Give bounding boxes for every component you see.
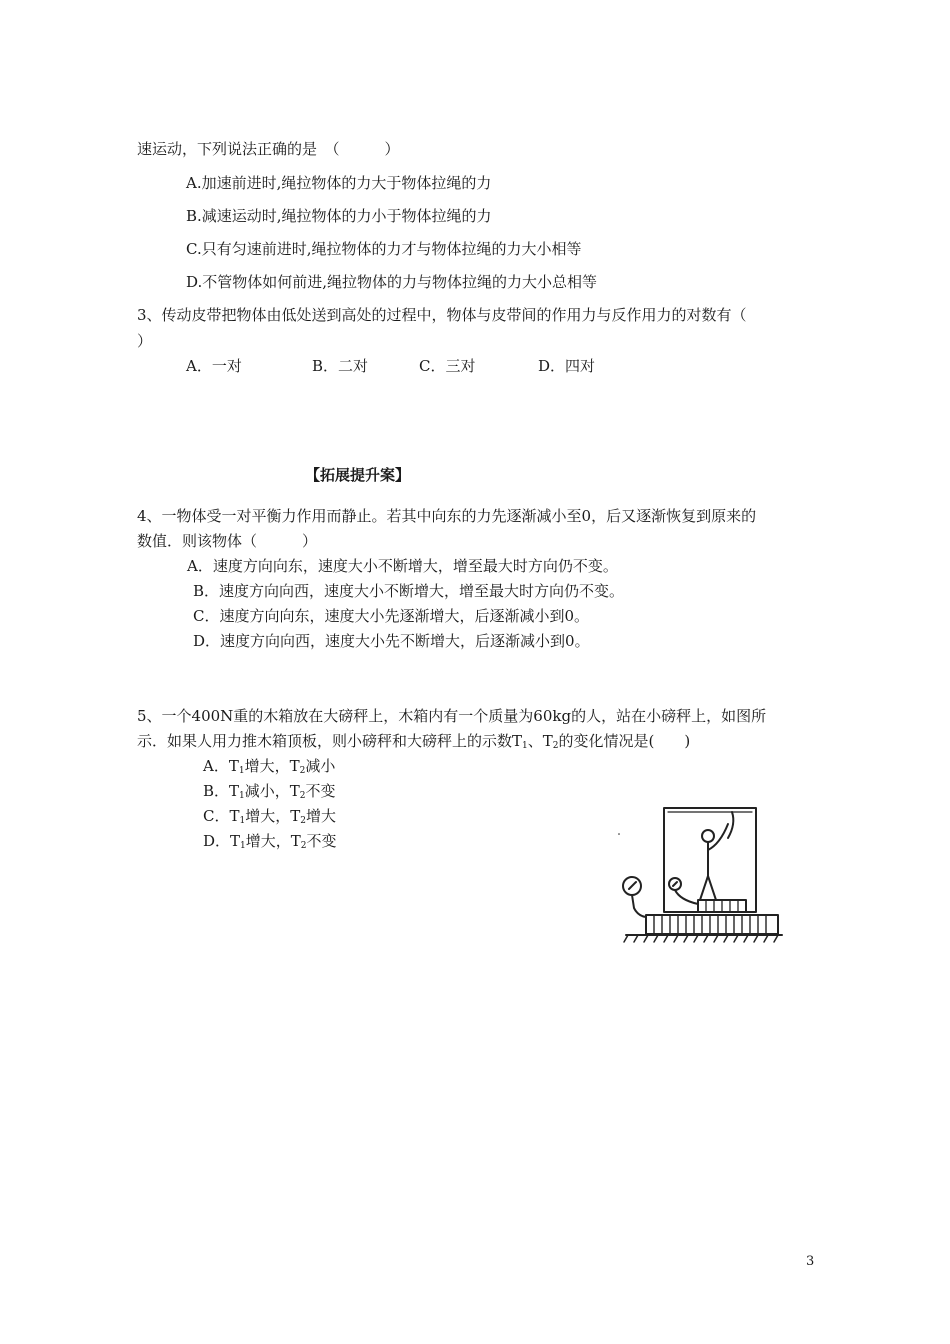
q4-option-a: A．速度方向向东，速度大小不断增大，增至最大时方向仍不变。 xyxy=(187,557,618,575)
q3-option-d: D．四对 xyxy=(538,357,596,375)
scale-box-figure xyxy=(612,804,792,946)
q3-option-a: A．一对 xyxy=(186,357,242,375)
big-scale-ridges xyxy=(654,915,766,934)
q4-option-b: B．速度方向向西，速度大小不断增大，增至最大时方向仍不变。 xyxy=(193,582,625,600)
person-head xyxy=(702,830,714,842)
big-scale-needle xyxy=(629,882,636,889)
wooden-box xyxy=(664,808,756,912)
q4-option-c: C．速度方向向东，速度大小先逐渐增大，后逐渐减小到0。 xyxy=(193,607,590,625)
q2-option-d: D.不管物体如何前进,绳拉物体的力与物体拉绳的力大小总相等 xyxy=(186,273,598,291)
small-scale-stand xyxy=(675,890,698,904)
small-scale-needle xyxy=(673,882,677,886)
q2-option-c: C.只有匀速前进时,绳拉物体的力才与物体拉绳的力大小相等 xyxy=(186,240,582,258)
q5-stem-line1: 5、一个400N重的木箱放在大磅秤上，木箱内有一个质量为60kg的人，站在小磅秤上，如图所 xyxy=(137,707,767,725)
person-legs xyxy=(700,876,716,900)
q3-option-c: C．三对 xyxy=(419,357,476,375)
page-number: 3 xyxy=(806,1254,815,1269)
q2-option-b: B.减速运动时,绳拉物体的力小于物体拉绳的力 xyxy=(186,207,492,225)
q3-option-b: B．二对 xyxy=(312,357,369,375)
big-scale-stand xyxy=(632,895,646,917)
q5-option-c: C．$T_1$增大，$T_2$增大 xyxy=(203,807,336,826)
section-title: 【拓展提升案】 xyxy=(305,466,411,484)
q2-option-a: A.加速前进时,绳拉物体的力大于物体拉绳的力 xyxy=(186,174,492,192)
q5-option-d: D．$T_1$增大，$T_2$不变 xyxy=(203,832,337,851)
q5-option-b: B．$T_1$减小，$T_2$不变 xyxy=(203,782,336,801)
person-arm xyxy=(708,824,728,850)
q5-stem-line2: 示．如果人用力推木箱顶板，则小磅秤和大磅秤上的示数$T_1$、$T_2$的变化情况是( ) xyxy=(137,732,691,751)
q4-option-d: D．速度方向向西，速度大小先不断增大，后逐渐减小到0。 xyxy=(193,632,590,650)
small-scale-ridges xyxy=(706,900,738,912)
box-strap xyxy=(728,812,733,838)
ground-hatch xyxy=(624,935,778,942)
q4-stem-line2: 数值．则该物体（ ） xyxy=(137,532,318,550)
stray-dot xyxy=(618,833,620,835)
q3-stem-line1: 3、传动皮带把物体由低处送到高处的过程中，物体与皮带间的作用力与反作用力的对数有（ xyxy=(137,306,747,324)
q4-stem-line1: 4、一物体受一对平衡力作用而静止。若其中向东的力先逐渐减小至0，后又逐渐恢复到原来的 xyxy=(137,507,757,525)
q3-stem-line2: ） xyxy=(137,332,153,350)
q5-option-a: A．$T_1$增大，$T_2$减小 xyxy=(203,757,336,776)
q2-stem-tail: 速运动，下列说法正确的是 （ ） xyxy=(137,140,400,158)
